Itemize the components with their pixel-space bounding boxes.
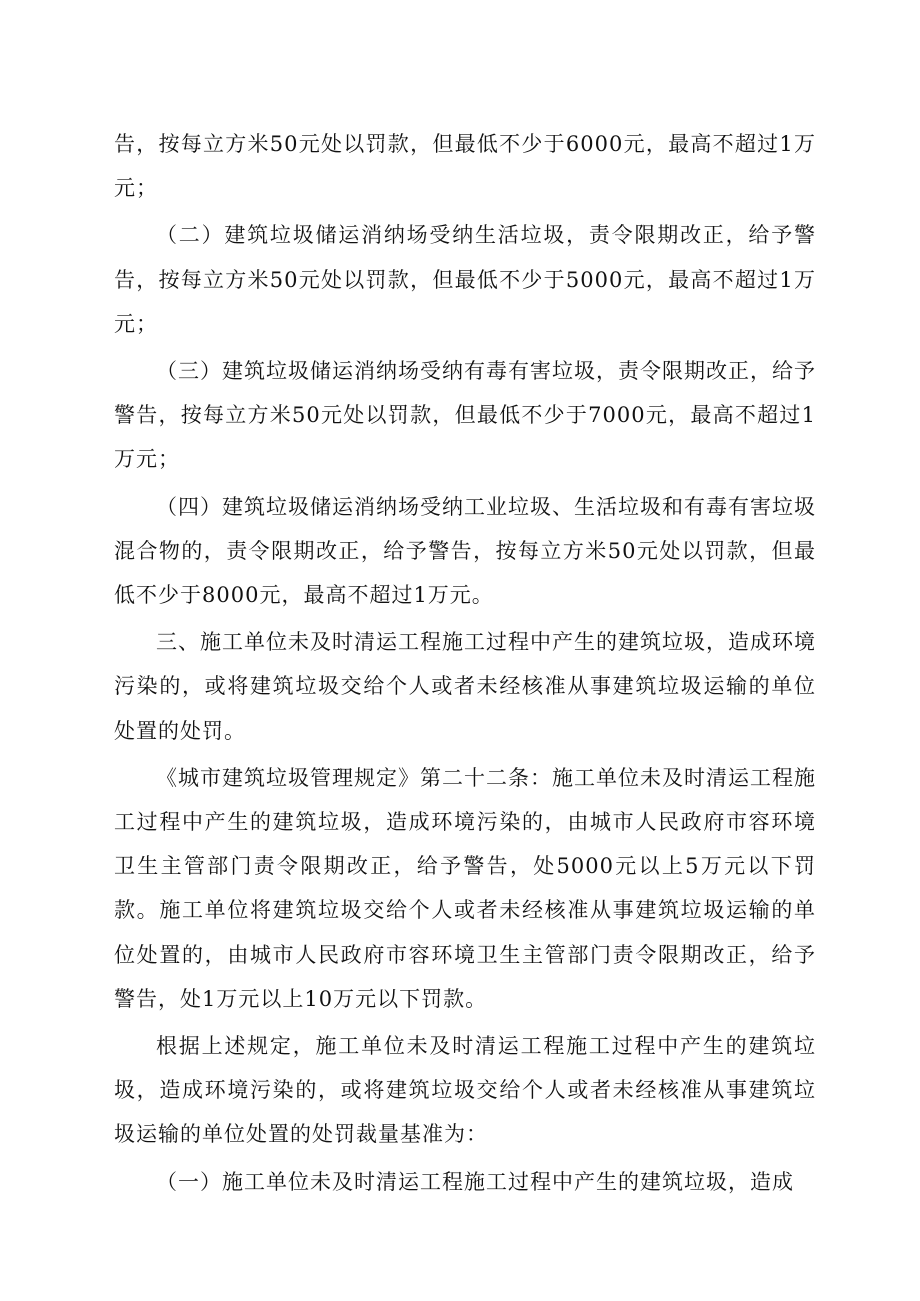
document-page [114,122,816,1207]
paragraph-continuation: 告，按每立方米50元处以罚款，但最低不少于6000元，最高不超过1万元； [114,132,816,201]
discretion-intro: 根据上述规定，施工单位未及时清运工程施工过程中产生的建筑垃圾，造成环境污染的，或将建筑垃圾交给个人或者未经核准从事建筑垃圾运输的单位处置的处罚裁量基准为： [114,1034,816,1147]
paragraph-item-1: （一）施工单位未及时清运工程施工过程中产生的建筑垃圾，造成 [156,1169,794,1194]
paragraph-item-2: （二）建筑垃圾储运消纳场受纳生活垃圾，责令限期改正，给予警告，按每立方米50元处以罚款，但最低不少于5000元，最高不超过1万元； [114,223,816,336]
regulation-quote: 《城市建筑垃圾管理规定》第二十二条：施工单位未及时清运工程施工过程中产生的建筑垃圾，造成环境污染的，由城市人民政府市容环境卫生主管部门责令限期改正，给予警告，处5000元以上5万元以下罚款。施工单位将建筑垃圾交给个人或者未经核准从事建筑垃圾运输的单位处置的，由城市人民政府市容环境卫生主管部门责令限期改正，给予警告，处1万元以上10万元以下罚款。 [114,765,816,1011]
paragraph-item-4: （四）建筑垃圾储运消纳场受纳工业垃圾、生活垃圾和有毒有害垃圾混合物的，责令限期改正，给予警告，按每立方米50元处以罚款，但最低不少于8000元，最高不超过1万元。 [114,494,816,608]
paragraph-item-3: （三）建筑垃圾储运消纳场受纳有毒有害垃圾，责令限期改正，给予警告，按每立方米50元处以罚款，但最低不少于7000元，最高不超过1万元； [114,359,816,472]
section-heading-3: 三、施工单位未及时清运工程施工过程中产生的建筑垃圾，造成环境污染的，或将建筑垃圾交给个人或者未经核准从事建筑垃圾运输的单位处置的处罚。 [114,630,816,743]
